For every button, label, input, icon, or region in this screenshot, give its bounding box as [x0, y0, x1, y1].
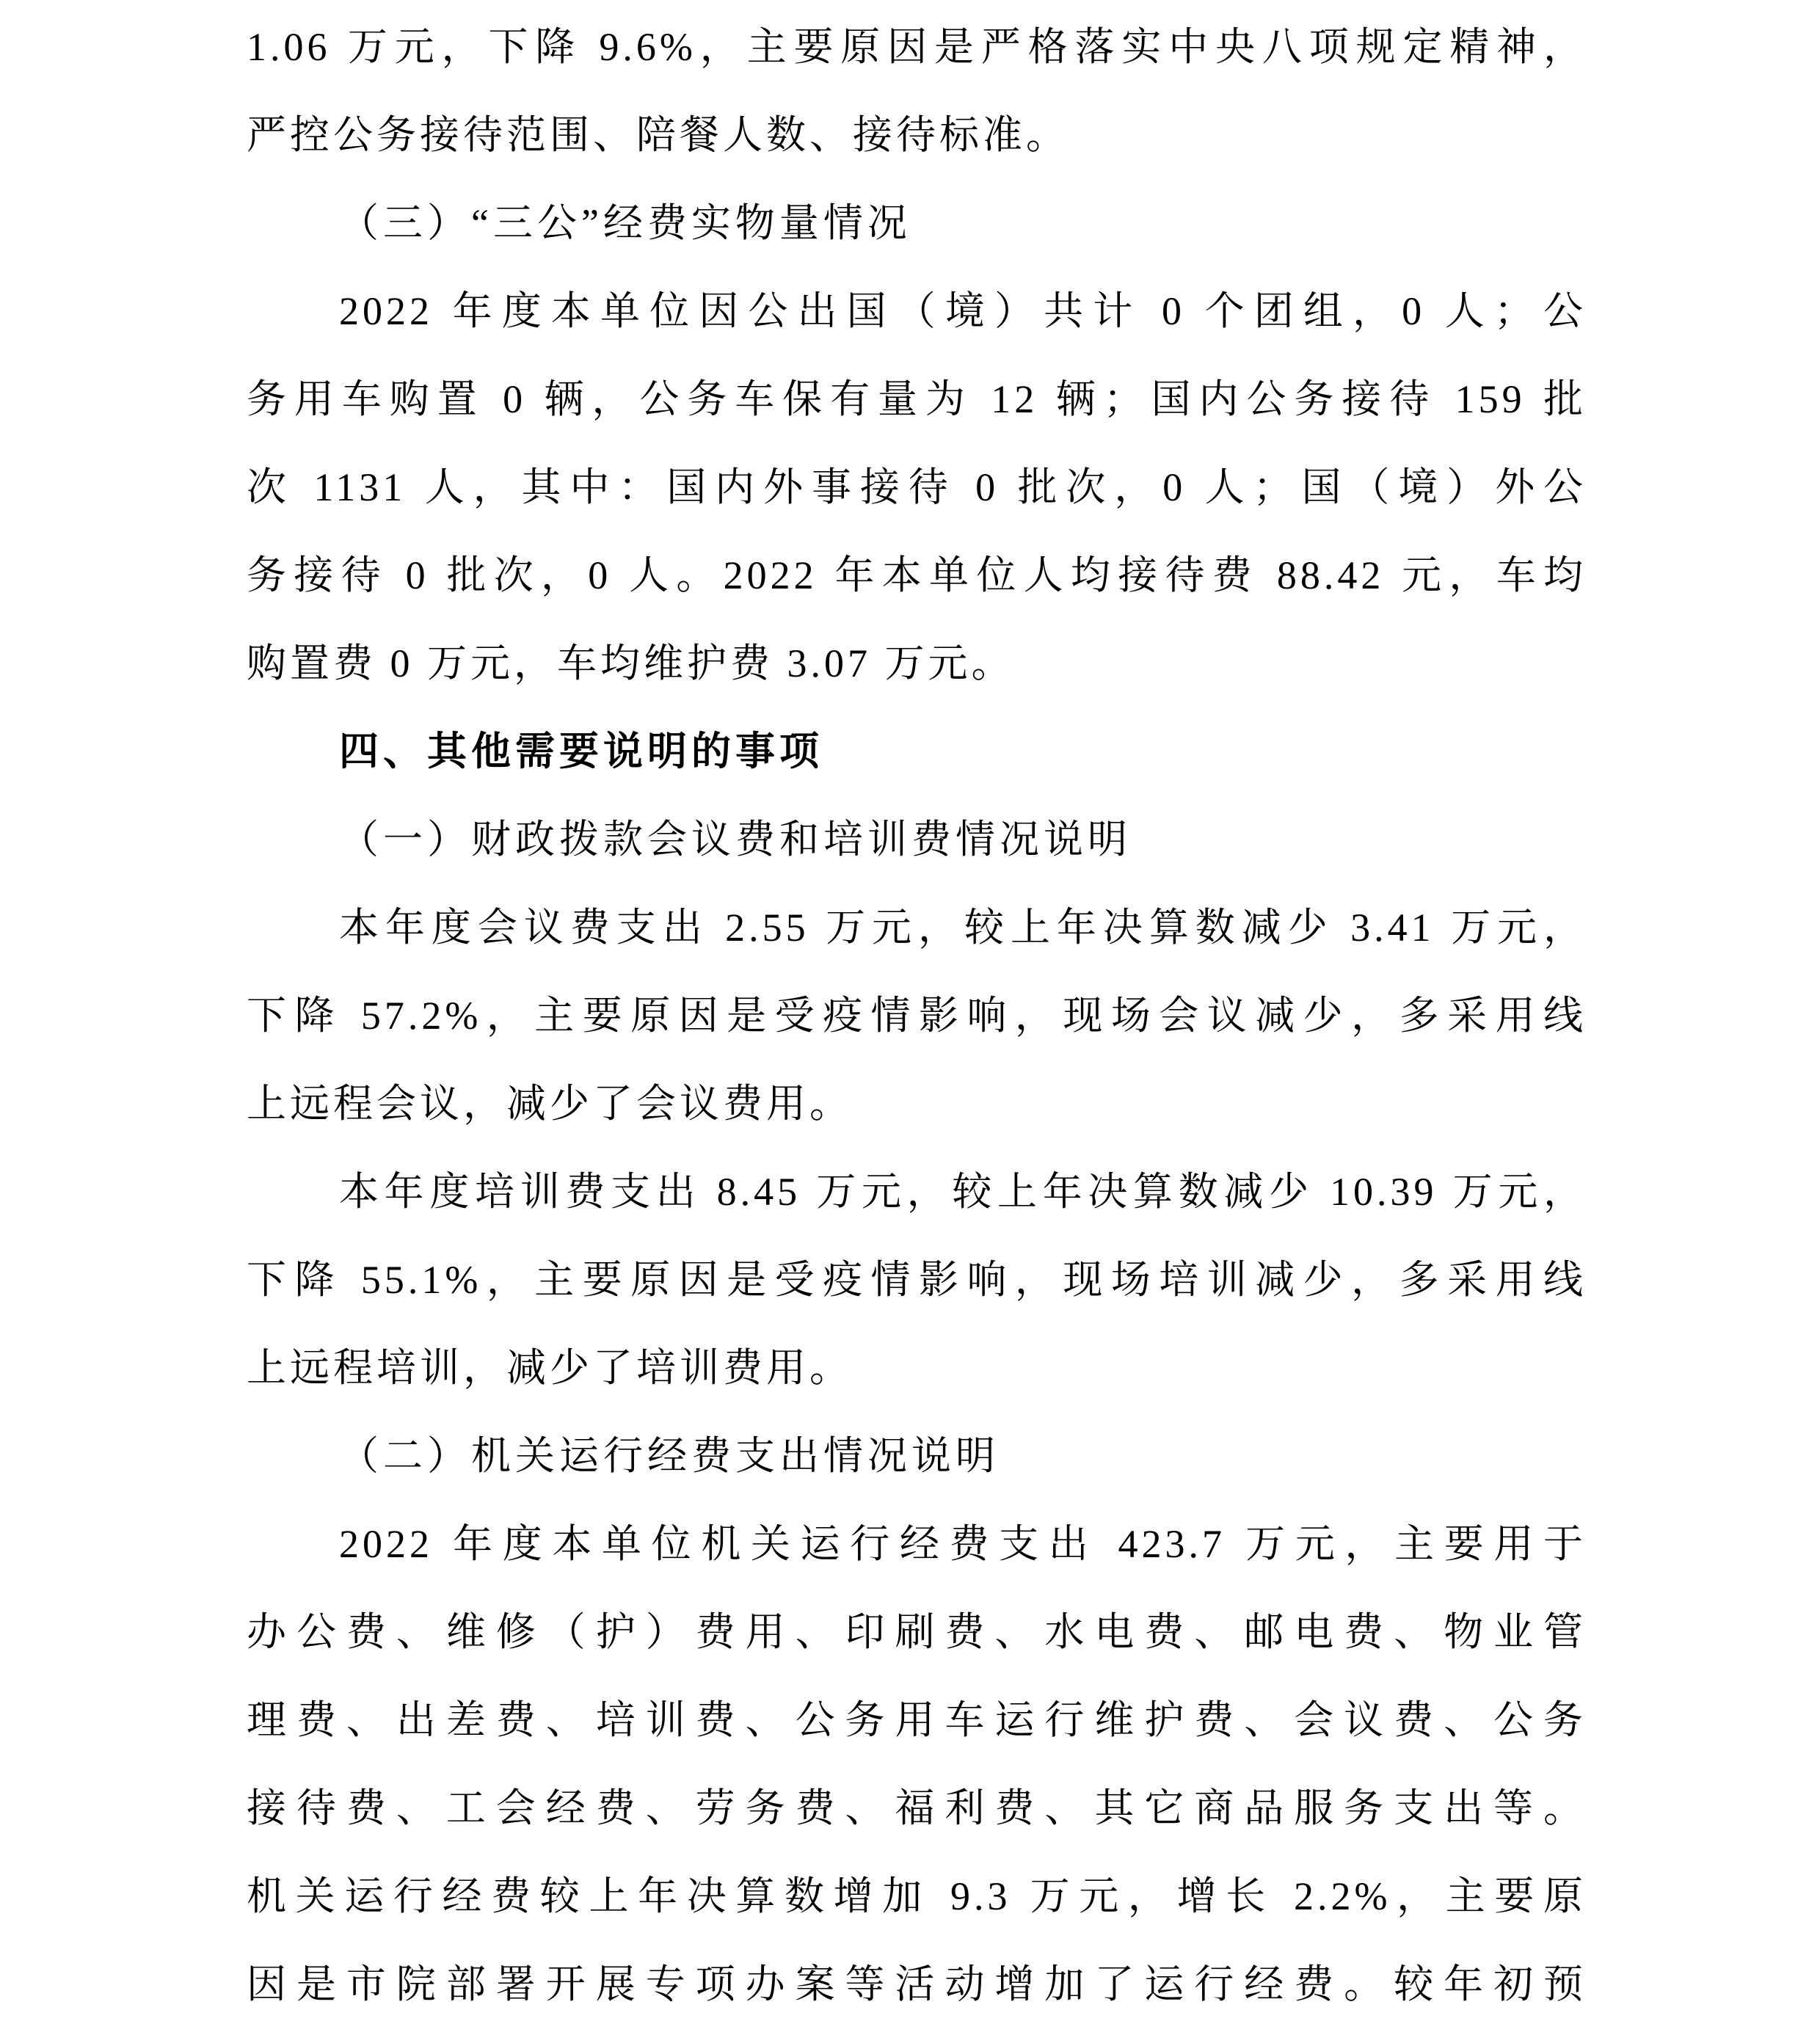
- text-line: 机关运行经费较上年决算数增加 9.3 万元，增长 2.2%，主要原: [247, 1874, 1587, 1918]
- text-line: 严控公务接待范围、陪餐人数、接待标准。: [247, 113, 1069, 157]
- text-line: 理费、出差费、培训费、公务用车运行维护费、会议费、公务: [247, 1698, 1587, 1742]
- subsection-heading-1: （一）财政拨款会议费和培训费情况说明: [339, 817, 1132, 862]
- text-line: 购置费 0 万元，车均维护费 3.07 万元。: [247, 641, 1015, 685]
- text-line: 办公费、维修（护）费用、印刷费、水电费、邮电费、物业管: [247, 1610, 1587, 1654]
- text-line: 次 1131 人，其中：国内外事接待 0 批次，0 人；国（境）外公: [247, 465, 1587, 509]
- text-line: 下降 57.2%，主要原因是受疫情影响，现场会议减少，多采用线: [247, 994, 1587, 1038]
- section-heading-4: 四、其他需要说明的事项: [339, 729, 823, 773]
- text-line: 本年度会议费支出 2.55 万元，较上年决算数减少 3.41 万元，: [339, 906, 1587, 950]
- text-line: 下降 55.1%，主要原因是受疫情影响，现场培训减少，多采用线: [247, 1258, 1587, 1302]
- text-line: 2022 年度本单位机关运行经费支出 423.7 万元，主要用于: [339, 1522, 1587, 1566]
- subsection-heading-3: （三）“三公”经费实物量情况: [339, 201, 911, 245]
- text-line: 务接待 0 批次，0 人。2022 年本单位人均接待费 88.42 元，车均: [247, 553, 1587, 597]
- text-line: 接待费、工会经费、劳务费、福利费、其它商品服务支出等。: [247, 1786, 1587, 1830]
- text-line: 上远程培训，减少了培训费用。: [247, 1346, 853, 1390]
- text-line: 上远程会议，减少了会议费用。: [247, 1082, 853, 1126]
- text-line: 1.06 万元，下降 9.6%，主要原因是严格落实中央八项规定精神，: [247, 25, 1587, 69]
- subsection-heading-2: （二）机关运行经费支出情况说明: [339, 1434, 1000, 1478]
- text-line: 2022 年度本单位因公出国（境）共计 0 个团组，0 人；公: [339, 289, 1587, 333]
- text-line: 因是市院部署开展专项办案等活动增加了运行经费。较年初预: [247, 1962, 1587, 2006]
- text-line: 本年度培训费支出 8.45 万元，较上年决算数减少 10.39 万元，: [339, 1170, 1587, 1214]
- text-line: 务用车购置 0 辆，公务车保有量为 12 辆；国内公务接待 159 批: [247, 377, 1587, 421]
